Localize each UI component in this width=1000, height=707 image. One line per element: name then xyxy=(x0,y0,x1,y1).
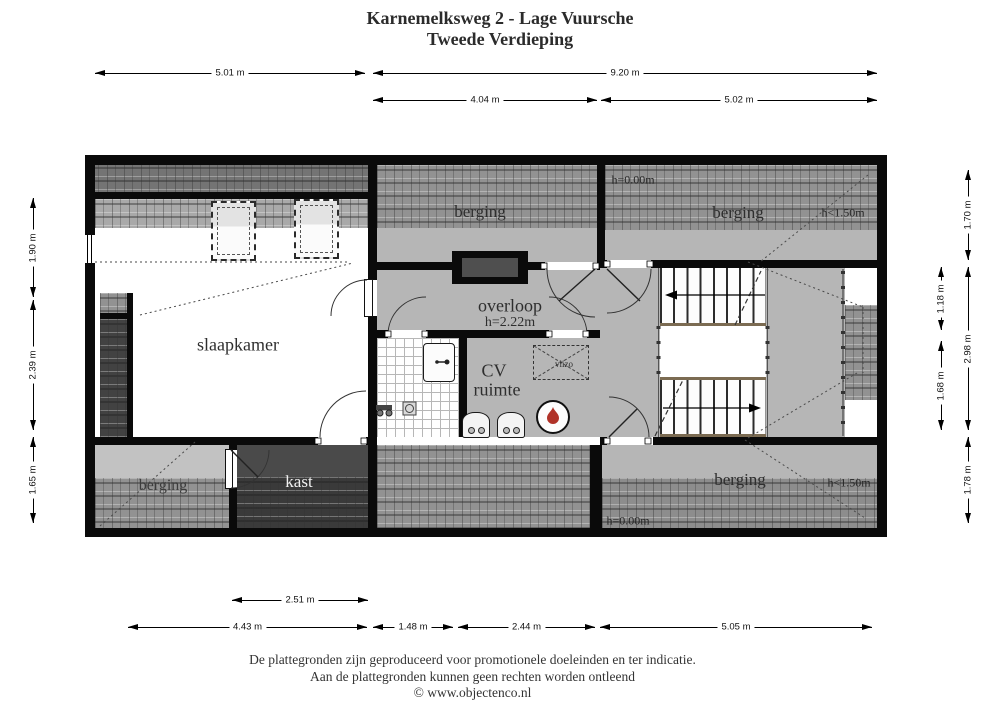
dim-label: 1.65 m xyxy=(28,461,39,498)
dim-label: 1.90 m xyxy=(28,229,39,266)
title-address: Karnemelksweg 2 - Lage Vuursche xyxy=(366,8,634,28)
door-arcs xyxy=(231,269,651,488)
tap-handle-icon xyxy=(377,410,383,416)
dim-top2-right xyxy=(601,95,877,105)
bathroom-fixtures xyxy=(376,360,450,417)
dim-label: 2.51 m xyxy=(281,595,318,606)
dim-bottom-kast xyxy=(232,595,368,605)
shower-tap-icon xyxy=(376,405,392,410)
dim-right-outer-3 xyxy=(963,437,973,523)
dim-top2-left xyxy=(373,95,597,105)
dim-left-1 xyxy=(28,198,38,297)
dim-bottom-2 xyxy=(373,622,453,632)
height-label: h<1.50m xyxy=(821,205,865,220)
room-label-berging-br: berging xyxy=(714,470,766,489)
dim-bottom-1 xyxy=(128,622,367,632)
dim-label: 2.98 m xyxy=(963,330,974,367)
room-label-cv: CV xyxy=(481,360,507,381)
dim-label: 2.39 m xyxy=(28,346,39,383)
room-label-overloop: overloop xyxy=(478,295,542,316)
dim-right-inner-2 xyxy=(936,341,946,430)
disclaimer xyxy=(0,652,945,702)
dim-top-right xyxy=(373,68,877,78)
roof-hip-dotted xyxy=(140,263,353,315)
floor-drain-icon xyxy=(403,402,416,415)
dim-label: 5.05 m xyxy=(717,622,754,633)
dim-right-outer-2 xyxy=(963,267,973,430)
room-label-berging-top-right: berging xyxy=(712,203,764,222)
room-height-overloop: h=2.22m xyxy=(484,315,536,330)
dim-label: 1.18 m xyxy=(936,280,947,317)
tap-handle-icon xyxy=(386,410,392,416)
arrowhead-right-icon xyxy=(749,404,761,413)
door-arc xyxy=(331,280,367,316)
dim-label: 9.20 m xyxy=(606,68,643,79)
roof-hip-dotted xyxy=(748,373,857,438)
stair-arrows xyxy=(663,291,765,413)
door-leaf-line xyxy=(609,409,637,437)
dim-label: 5.02 m xyxy=(720,95,757,106)
room-label-slaapkamer: slaapkamer xyxy=(197,334,279,355)
room-label-berging-bl: berging xyxy=(138,477,188,494)
dim-label: 1.78 m xyxy=(963,461,974,498)
dim-top-left xyxy=(95,68,365,78)
dim-label: 1.48 m xyxy=(394,622,431,633)
room-label-berging-top: berging xyxy=(454,202,506,221)
dim-left-2 xyxy=(28,300,38,430)
sink-faucet-icon xyxy=(445,360,450,365)
dim-label: 1.68 m xyxy=(936,367,947,404)
door-leaf-line xyxy=(559,269,595,301)
dim-label: 4.43 m xyxy=(229,622,266,633)
arrowhead-left-icon xyxy=(665,291,677,300)
disclaimer-line-1: De plattegronden zijn geproduceerd voor promotionele doeleinden en ter indicatie. xyxy=(249,652,696,667)
height-label: h<1.50m xyxy=(827,475,871,490)
dim-left-3 xyxy=(28,437,38,523)
door-arc xyxy=(549,297,587,335)
room-label-cv-2: ruimte xyxy=(473,379,521,400)
title-floor: Tweede Verdieping xyxy=(426,29,574,49)
door-arc xyxy=(320,391,366,437)
dim-bottom-3 xyxy=(458,622,595,632)
door-leaf-line xyxy=(607,269,640,301)
door-hinges xyxy=(315,261,653,444)
height-label: h=0.00m xyxy=(611,172,655,187)
dim-bottom-4 xyxy=(600,622,872,632)
dim-label: 5.01 m xyxy=(211,68,248,79)
page-title xyxy=(0,8,1000,50)
dim-label: 4.04 m xyxy=(466,95,503,106)
door-arc xyxy=(388,297,426,335)
dim-label: 1.70 m xyxy=(963,196,974,233)
floorplan xyxy=(85,155,887,537)
copyright: © www.objectenco.nl xyxy=(413,685,532,700)
dim-right-inner-1 xyxy=(936,267,946,330)
sink-faucet-icon xyxy=(435,360,439,364)
vlizo-label: vlizo xyxy=(555,359,573,369)
door-leaf-line xyxy=(231,450,258,477)
dim-label: 2.44 m xyxy=(508,622,545,633)
disclaimer-line-2: Aan de plattegronden kunnen geen rechten worden ontleend xyxy=(309,668,635,684)
roof-hip-dotted xyxy=(748,262,863,307)
height-label: h=0.00m xyxy=(606,513,650,528)
room-label-kast: kast xyxy=(285,472,313,491)
dim-right-outer-1 xyxy=(963,170,973,260)
